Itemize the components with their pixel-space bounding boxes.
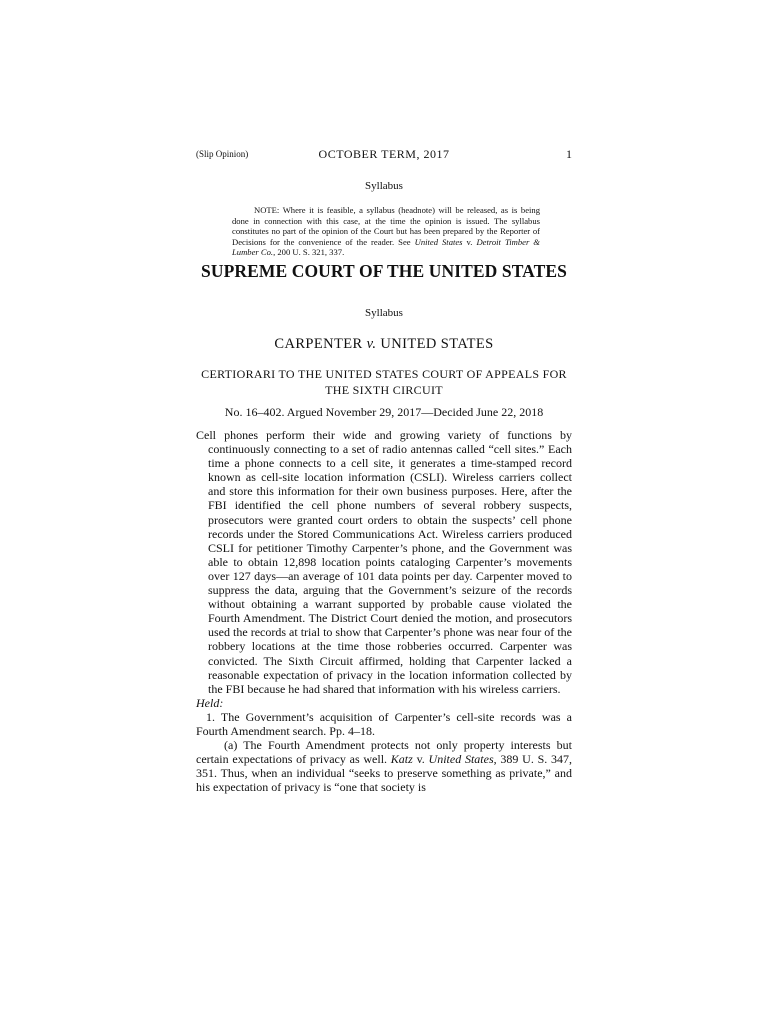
case-v: v. (362, 336, 381, 352)
syllabus-heading-2: Syllabus (365, 307, 403, 319)
page-header (196, 147, 572, 165)
point1a-v: v. (412, 752, 429, 767)
note-cite-case: United States (414, 236, 463, 247)
case-petitioner: CARPENTER (274, 336, 363, 352)
note-cite-v: v. (462, 236, 477, 247)
case-respondent: UNITED STATES (380, 336, 494, 352)
point1a-text: (a) The Fourth Amendment protects not only property interests but certain expectations of privacy as well. (196, 738, 572, 767)
point1a-end: , 389 U. S. 347, 351. Thus, when an individual “seeks to preserve something as private,” and his expectation of privacy is “one that society is (196, 752, 572, 795)
note-cite-party: Detroit Timber & Lumber Co. (232, 236, 540, 258)
held-label: Held: (196, 695, 224, 710)
court-title: SUPREME COURT OF THE UNITED STATES (201, 261, 567, 281)
summary-paragraph: Cell phones perform their wide and growing variety of functions by continuously connecting to a set of radio antennas called “cell sites.” Each time a phone connects to a cell site, it generates a time-stamped record known as cell-site location information (CSLI). Wireless carriers collect and store this information for their own business purposes. Here, after the FBI identified the cell phone numbers of several robbery suspects, prosecutors were granted court orders to obtain the suspects’ cell phone records under the Stored Communications Act. Wireless carriers produced CSLI for petitioner Timothy Carpenter’s phone, and the Government was able to obtain 12,898 location points cataloging Carpenter’s movements over 127 days—an average of 101 data points per day. Carpenter moved to suppress the data, arguing that the Government’s seizure of the records without obtaining a warrant supported by probable cause violated the Fourth Amendment. The District Court denied the motion, and prosecutors used the records at trial to show that Carpenter’s phone was near four of the robbery locations at the time those robberies occurred. Carpenter was convicted. The Sixth Circuit affirmed, holding that Carpenter lacked a reasonable expectation of privacy in the location information collected by the FBI because he had shared that information with his wireless carriers. (196, 428, 572, 696)
syllabus-body (196, 428, 572, 794)
page-number: 1 (566, 147, 572, 161)
note-text: NOTE: Where it is feasible, a syllabus (headnote) will be released, as is being done in connection with this case, at the time the opinion is issued. The syllabus constitutes no part of the opinion of the Court but has been prepared by the Reporter of Decisions for the convenience of the reader. See (232, 205, 540, 247)
holding-point-1a (196, 738, 572, 794)
case-title (196, 336, 572, 353)
certiorari-line: CERTIORARI TO THE UNITED STATES COURT OF APPEALS FOR THE SIXTH CIRCUIT (201, 367, 567, 397)
docket-line: No. 16–402. Argued November 29, 2017—Decided June 22, 2018 (224, 405, 544, 419)
reporter-note (232, 205, 540, 258)
point1a-cite: Katz (390, 752, 413, 767)
term-label: OCTOBER TERM, 2017 (318, 147, 450, 161)
syllabus-heading: Syllabus (365, 180, 403, 192)
slip-opinion-label: (Slip Opinion) (196, 149, 249, 159)
point1a-cite2: United States (428, 752, 494, 767)
note-cite-end: , 200 U. S. 321, 337. (273, 247, 345, 258)
holding-point-1: 1. The Government’s acquisition of Carpenter’s cell-site records was a Fourth Amendment search. Pp. 4–18. (196, 709, 572, 738)
